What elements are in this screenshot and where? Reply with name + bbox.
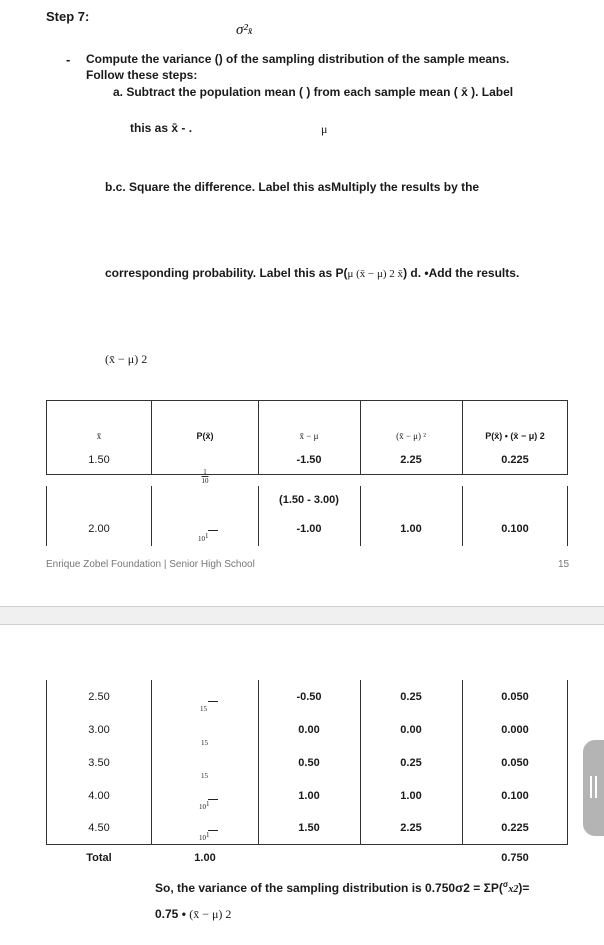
- bullet: -: [66, 52, 71, 67]
- header-probability: P(x̄): [196, 431, 214, 441]
- instruction-line-2: Follow these steps:: [86, 68, 198, 82]
- conclusion-line-1: So, the variance of the sampling distribution is 0.750σ2 = ΣP($^\sigma$x2)=: [155, 880, 530, 895]
- table-row-probability: 101: [199, 800, 210, 811]
- table-row-product: 0.225: [501, 822, 529, 834]
- table-row-difference: 1.50: [298, 822, 320, 834]
- total-product: 0.750: [501, 852, 529, 864]
- table-row-difference: 0.00: [298, 724, 320, 736]
- row1-calculation-note: (1.50 - 3.00): [279, 494, 339, 506]
- row1-squared: 2.25: [400, 454, 422, 466]
- row1-xbar: 1.50: [88, 454, 110, 466]
- row1-difference: -1.50: [296, 454, 322, 466]
- sigma-symbol: σ²x̄: [236, 22, 253, 38]
- instruction-line-1: Compute the variance () of the sampling distribution of the sample means.: [86, 52, 510, 66]
- table-row-xbar: 2.50: [88, 691, 110, 703]
- table-row-probability: 101: [199, 831, 210, 842]
- total-label: Total: [86, 852, 112, 864]
- table-row-squared: 0.25: [400, 757, 422, 769]
- table-row-xbar: 3.50: [88, 757, 110, 769]
- table-row-probability: 15: [200, 705, 207, 713]
- total-probability: 1.00: [194, 852, 216, 864]
- table-row-difference: -0.50: [296, 691, 322, 703]
- table-row-squared: 1.00: [400, 790, 422, 802]
- conclusion-line-2: 0.75 • (x̄ − μ) 2: [155, 907, 232, 921]
- header-squared-difference: (x̄ − μ) ²: [396, 431, 426, 441]
- instruction-step-a: a. Subtract the population mean ( ) from each sample mean ( x̄ ). Label: [113, 85, 514, 99]
- table-row-difference: 1.00: [298, 790, 320, 802]
- table-row-xbar: 4.00: [88, 790, 110, 802]
- mu-symbol: μ: [321, 122, 328, 136]
- table-row-xbar: 4.50: [88, 822, 110, 834]
- table-row-probability: 15: [201, 739, 208, 747]
- row2-squared: 1.00: [400, 523, 422, 535]
- table-row-xbar: 3.00: [88, 724, 110, 736]
- table-row-product: 0.050: [501, 757, 529, 769]
- table-row-probability: 15: [201, 772, 208, 780]
- header-product: P(x̄) • (x̄ − μ) 2: [485, 431, 545, 441]
- table-row-product: 0.050: [501, 691, 529, 703]
- row2-product: 0.100: [501, 523, 529, 535]
- squared-difference-expression: (x̄ − μ) 2: [105, 352, 148, 366]
- page-separator: [0, 606, 604, 625]
- scroll-handle[interactable]: [583, 740, 604, 836]
- row2-difference: -1.00: [296, 523, 322, 535]
- page-number: 15: [558, 559, 570, 570]
- table-row-difference: 0.50: [298, 757, 320, 769]
- row2-probability: 101: [198, 532, 209, 543]
- table-row-squared: 0.25: [400, 691, 422, 703]
- table-row-product: 0.000: [501, 724, 529, 736]
- row1-product: 0.225: [501, 454, 529, 466]
- footer-text: Enrique Zobel Foundation | Senior High School: [46, 559, 255, 570]
- table-row-squared: 2.25: [400, 822, 422, 834]
- table-row-product: 0.100: [501, 790, 529, 802]
- header-xbar: x̄: [96, 431, 102, 441]
- header-difference: x̄ − μ: [299, 431, 319, 441]
- step-title: Step 7:: [46, 9, 90, 24]
- instruction-step-bc: b.c. Square the difference. Label this asMultiply the results by the: [105, 180, 480, 194]
- row2-xbar: 2.00: [88, 523, 110, 535]
- instruction-step-a-cont: this as x̄ - .: [130, 121, 193, 135]
- row1-probability: $\frac{1}{10}$: [201, 468, 209, 485]
- table-row-squared: 0.00: [400, 724, 422, 736]
- instruction-step-d: corresponding probability. Label this as P(μ (x̄ − μ) 2 x̄) d. •Add the results.: [105, 266, 520, 280]
